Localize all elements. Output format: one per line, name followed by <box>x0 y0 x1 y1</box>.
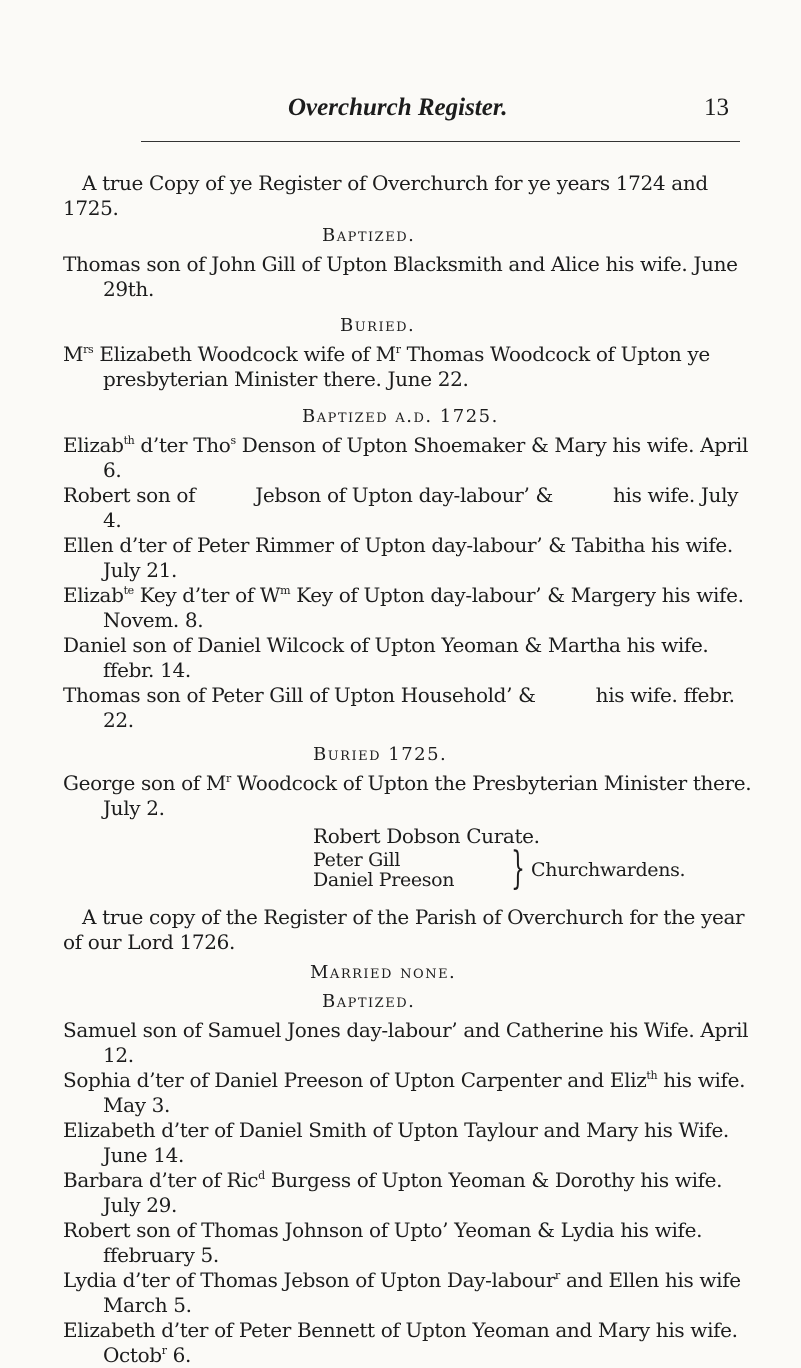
entry-text: Woodcock of Upton the Presbyterian Minister there. July 2. <box>103 771 752 820</box>
intro-text: A true copy of the Register of the Parish of Overchurch for the year of our Lord 1726. <box>63 905 745 954</box>
register-entry <box>63 1268 753 1318</box>
entry-text: Elizabeth d’ter of Peter Bennett of Upton Yeoman and Mary his wife. Octob <box>63 1318 738 1367</box>
register-entry: Thomas son of John Gill of Upton Blacksmith and Alice his wife. June 29th. <box>63 252 738 301</box>
entry-text: 6. <box>166 1343 192 1367</box>
buried-1725-list <box>63 771 753 821</box>
running-head <box>0 94 801 134</box>
entry-text: Key d’ter of W <box>133 583 281 607</box>
superscript: r <box>161 1344 167 1357</box>
superscript: r <box>555 1269 560 1282</box>
entry-text: and Ellen his wife March 5. <box>103 1268 741 1317</box>
entry-text: Elizab <box>63 583 124 607</box>
page-number: 13 <box>704 94 729 121</box>
register-entry: Ellen d’ter of Peter Rimmer of Upton day-labour’ & Tabitha his wife. July 21. <box>63 533 733 582</box>
entry-text: Sophia d’ter of Daniel Preeson of Upton Carpenter and Eliz <box>63 1068 647 1092</box>
churchwardens-label: Churchwardens. <box>531 859 686 881</box>
register-entry <box>63 1068 753 1118</box>
superscript: r <box>395 343 401 356</box>
register-entry <box>63 433 753 483</box>
intro-text: A true Copy of ye Register of Overchurch for ye years 1724 and 1725. <box>63 171 708 220</box>
register-entry: Robert son of Jebson of Upton day-labour’ & his wife. July 4. <box>63 483 745 532</box>
heading-baptized-1725: Baptized a.d. 1725. <box>302 406 499 427</box>
warden-name: Peter Gill <box>313 849 401 871</box>
baptized-1724-list <box>63 252 753 302</box>
superscript: th <box>123 434 135 447</box>
superscript: d <box>258 1169 265 1182</box>
heading-married-1726: Married none. <box>310 962 457 983</box>
entry-text: Burgess of Upton Yeoman & Dorothy his wife. July 29. <box>103 1168 723 1217</box>
entry-text: Elizabeth Woodcock wife of M <box>93 342 396 366</box>
baptized-1726-list <box>63 1018 753 1368</box>
entry-text: George son of M <box>63 771 226 795</box>
heading-baptized-1724: Baptized. <box>322 225 416 246</box>
entry-text: Denson of Upton Shoemaker & Mary his wife. April 6. <box>103 433 748 482</box>
entry-text: d’ter Tho <box>134 433 231 457</box>
register-entry: Robert son of Thomas Johnson of Upto’ Yeoman & Lydia his wife. ffebruary 5. <box>63 1218 703 1267</box>
register-entry: Daniel son of Daniel Wilcock of Upton Yeoman & Martha his wife. ffebr. 14. <box>63 633 709 682</box>
register-entry <box>63 1318 753 1368</box>
superscript: m <box>280 584 291 597</box>
header-rule <box>141 141 740 142</box>
heading-buried-1725: Buried 1725. <box>313 744 448 765</box>
curate-signature: Robert Dobson Curate. <box>313 824 540 848</box>
brace-symbol: } <box>511 843 525 894</box>
entry-text: Barbara d’ter of Ric <box>63 1168 259 1192</box>
intro-1726 <box>63 905 753 955</box>
entry-text: Thomas Woodcock of Upton ye presbyterian Minister there. June 22. <box>103 342 710 391</box>
running-title: Overchurch Register. <box>288 94 508 121</box>
entry-text: his wife. May 3. <box>103 1068 746 1117</box>
entry-text: Lydia d’ter of Thomas Jebson of Upton Day-labour <box>63 1268 556 1292</box>
register-entry <box>63 342 753 392</box>
superscript: r <box>225 772 231 785</box>
baptized-1725-list <box>63 433 753 733</box>
register-entry <box>63 583 753 633</box>
intro-1724 <box>63 171 753 221</box>
register-entry: Elizabeth d’ter of Daniel Smith of Upton Taylour and Mary his Wife. June 14. <box>63 1118 729 1167</box>
warden-name: Daniel Preeson <box>313 869 455 891</box>
register-entry: Thomas son of Peter Gill of Upton Household’ & his wife. ffebr. 22. <box>63 683 741 732</box>
register-entry <box>63 1168 753 1218</box>
superscript: th <box>646 1069 658 1082</box>
entry-text: M <box>63 342 84 366</box>
superscript: s <box>230 434 236 447</box>
buried-1724-list <box>63 342 753 392</box>
entry-text: Key of Upton day-labour’ & Margery his wife. Novem. 8. <box>103 583 744 632</box>
superscript: te <box>123 584 134 597</box>
heading-baptized-1726: Baptized. <box>322 991 416 1012</box>
register-entry: Samuel son of Samuel Jones day-labour’ and Catherine his Wife. April 12. <box>63 1018 749 1067</box>
register-entry <box>63 771 753 821</box>
superscript: rs <box>83 343 94 356</box>
entry-text: Elizab <box>63 433 124 457</box>
heading-buried-1724: Buried. <box>340 315 416 336</box>
